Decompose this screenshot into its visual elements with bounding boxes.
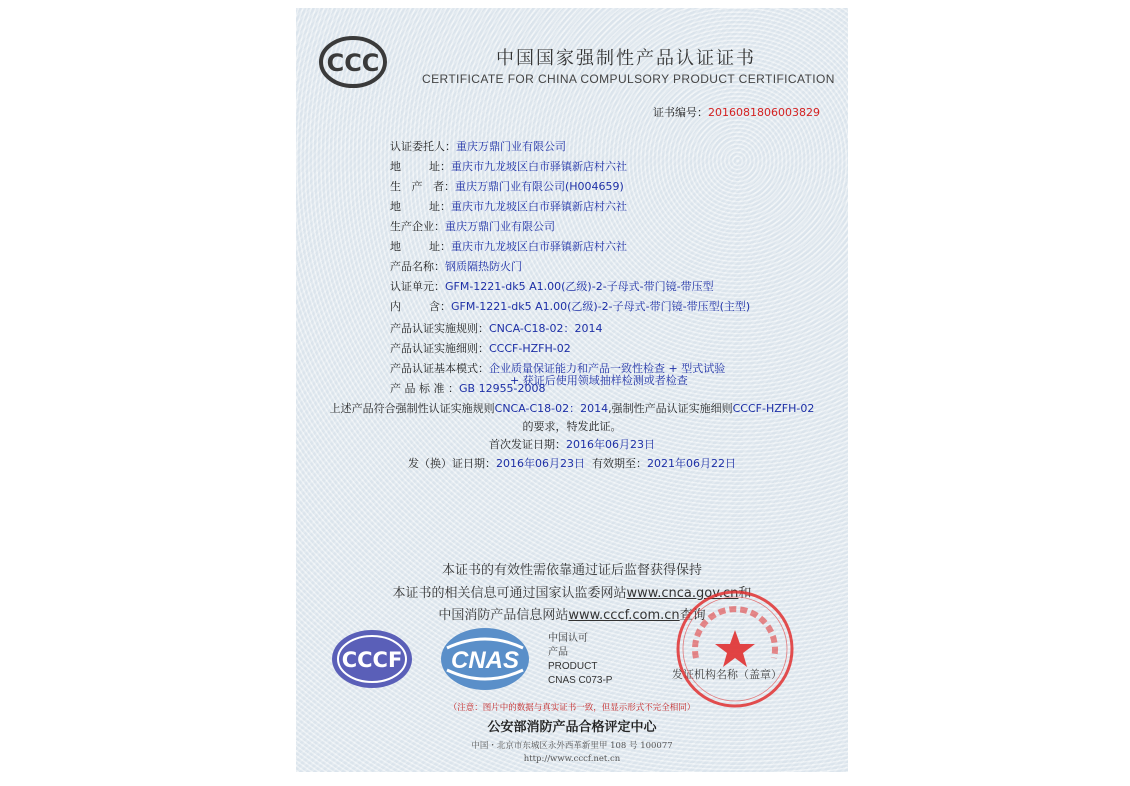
cccf-logo	[330, 628, 414, 690]
organization-website[interactable]: http://www.cccf.net.cn	[523, 754, 621, 764]
statement-mid: ,强制性产品认证实施细则	[608, 402, 733, 415]
field-label: 认证单元：	[390, 280, 445, 293]
ccc-logo	[318, 34, 388, 90]
field-value: GFM-1221-dk5 A1.00(乙级)-2-子母式-带门镜-带压型	[445, 280, 714, 293]
field-row	[390, 158, 627, 174]
field-value: 重庆万鼎门业有限公司	[445, 220, 555, 233]
issue-label: 发（换）证日期：	[408, 457, 496, 470]
field-label: 内 含：	[390, 300, 451, 313]
info-line-2-post: 查询	[679, 608, 706, 623]
field-label: 产品认证基本模式：	[390, 362, 489, 375]
field-value: 重庆万鼎门业有限公司(H004659)	[454, 180, 624, 193]
field-row	[390, 218, 555, 234]
field-label: 地 址：	[390, 200, 451, 213]
field-label: 认证委托人：	[390, 140, 456, 153]
cccf-logo-text: CCCF	[341, 648, 403, 672]
field-value: 钢质隔热防火门	[445, 260, 522, 273]
field-row	[390, 238, 627, 254]
statement-detail: CCCF-HZFH-02	[732, 402, 815, 415]
first-issue-label: 首次发证日期：	[489, 438, 566, 451]
field-label: 生 产 者：	[390, 180, 455, 193]
organization-address: 中国・北京市东城区永外西革新里甲 108 号 100077	[471, 741, 673, 751]
field-value: 重庆市九龙坡区白市驿镇新店村六社	[450, 240, 627, 253]
field-value: GB 12955-2008	[459, 382, 546, 395]
compliance-statement	[296, 400, 848, 416]
validity-note: 本证书的有效性需依靠通过证后监督获得保持	[441, 563, 702, 578]
statement-line2: 的要求，特发此证。	[522, 420, 622, 433]
field-value: CNCA-C18-02：2014	[489, 322, 603, 335]
notice: （注意：图片中的数据与真实证书一致，但显示形式不完全相同）	[448, 703, 696, 713]
title-en: CERTIFICATE FOR CHINA COMPULSORY PRODUCT CERTIFICATION	[422, 72, 835, 86]
field-value: 重庆万鼎门业有限公司	[456, 140, 566, 153]
field-label: 生产企业：	[390, 220, 445, 233]
field-value: GFM-1221-dk5 A1.00(乙级)-2-子母式-带门镜-带压型(主型)	[450, 300, 751, 313]
field-value: + 获证后使用领域抽样检测或者检查	[510, 374, 688, 387]
ccc-logo-text: CCC	[326, 49, 380, 77]
issuing-organization: 公安部消防产品合格评定中心	[487, 720, 657, 735]
seal-label: 发证机构名称（盖章）	[672, 668, 782, 681]
cnas-logo	[439, 626, 531, 692]
field-row	[390, 298, 750, 314]
valid-date: 2021年06月22日	[647, 457, 736, 470]
field-label: 产品认证实施规则：	[390, 322, 489, 335]
cert-no-value: 2016081806003829	[708, 106, 820, 119]
statement-rule: CNCA-C18-02：2014	[494, 402, 609, 415]
field-label: 地 址：	[390, 160, 451, 173]
issue-date: 2016年06月23日	[496, 457, 585, 470]
field-row	[390, 278, 714, 294]
field-value: 重庆市九龙坡区白市驿镇新店村六社	[450, 200, 627, 213]
field-value: 重庆市九龙坡区白市驿镇新店村六社	[450, 160, 627, 173]
statement-pre: 上述产品符合强制性认证实施规则	[329, 402, 495, 415]
field-row	[390, 138, 566, 154]
official-seal	[674, 588, 796, 710]
field-row	[390, 340, 571, 356]
field-row	[390, 258, 522, 274]
seal-star-icon	[715, 630, 755, 667]
cnas-cn1: 中国认可	[548, 633, 588, 644]
field-value: 企业质量保证能力和产品一致性检查 + 型式试验	[489, 362, 726, 375]
cnca-link[interactable]: www.cnca.gov.cn	[626, 586, 739, 601]
cert-no-label: 证书编号：	[653, 106, 708, 119]
certificate-number	[653, 104, 820, 120]
cnas-logo-text: CNAS	[450, 647, 520, 674]
cnas-number: CNAS C073-P	[548, 675, 613, 686]
title-cn: 中国国家强制性产品认证证书	[496, 48, 756, 69]
issue-validity	[296, 455, 848, 471]
field-value: CCCF-HZFH-02	[489, 342, 571, 355]
first-issue	[296, 436, 848, 452]
valid-label: 有效期至：	[592, 457, 647, 470]
first-issue-date: 2016年06月23日	[566, 438, 655, 451]
cnas-en: PRODUCT	[548, 661, 598, 672]
field-row	[390, 320, 602, 336]
field-row	[390, 380, 546, 396]
info-line-2-pre: 中国消防产品信息网站	[438, 608, 569, 623]
cnas-cn2: 产品	[548, 647, 568, 658]
field-label: 地 址：	[390, 240, 451, 253]
cnas-accreditation	[548, 632, 612, 688]
certificate	[296, 8, 848, 772]
field-row	[390, 198, 627, 214]
cccf-link[interactable]: www.cccf.com.cn	[568, 608, 680, 623]
info-line-1-post: 和	[738, 586, 752, 601]
info-line-1-pre: 本证书的相关信息可通过国家认监委网站	[392, 586, 627, 601]
field-label: 产品认证实施细则：	[390, 342, 489, 355]
field-row	[390, 178, 624, 194]
field-label: 产品名称：	[390, 260, 445, 273]
field-label: 产 品 标 准 ：	[390, 382, 459, 395]
